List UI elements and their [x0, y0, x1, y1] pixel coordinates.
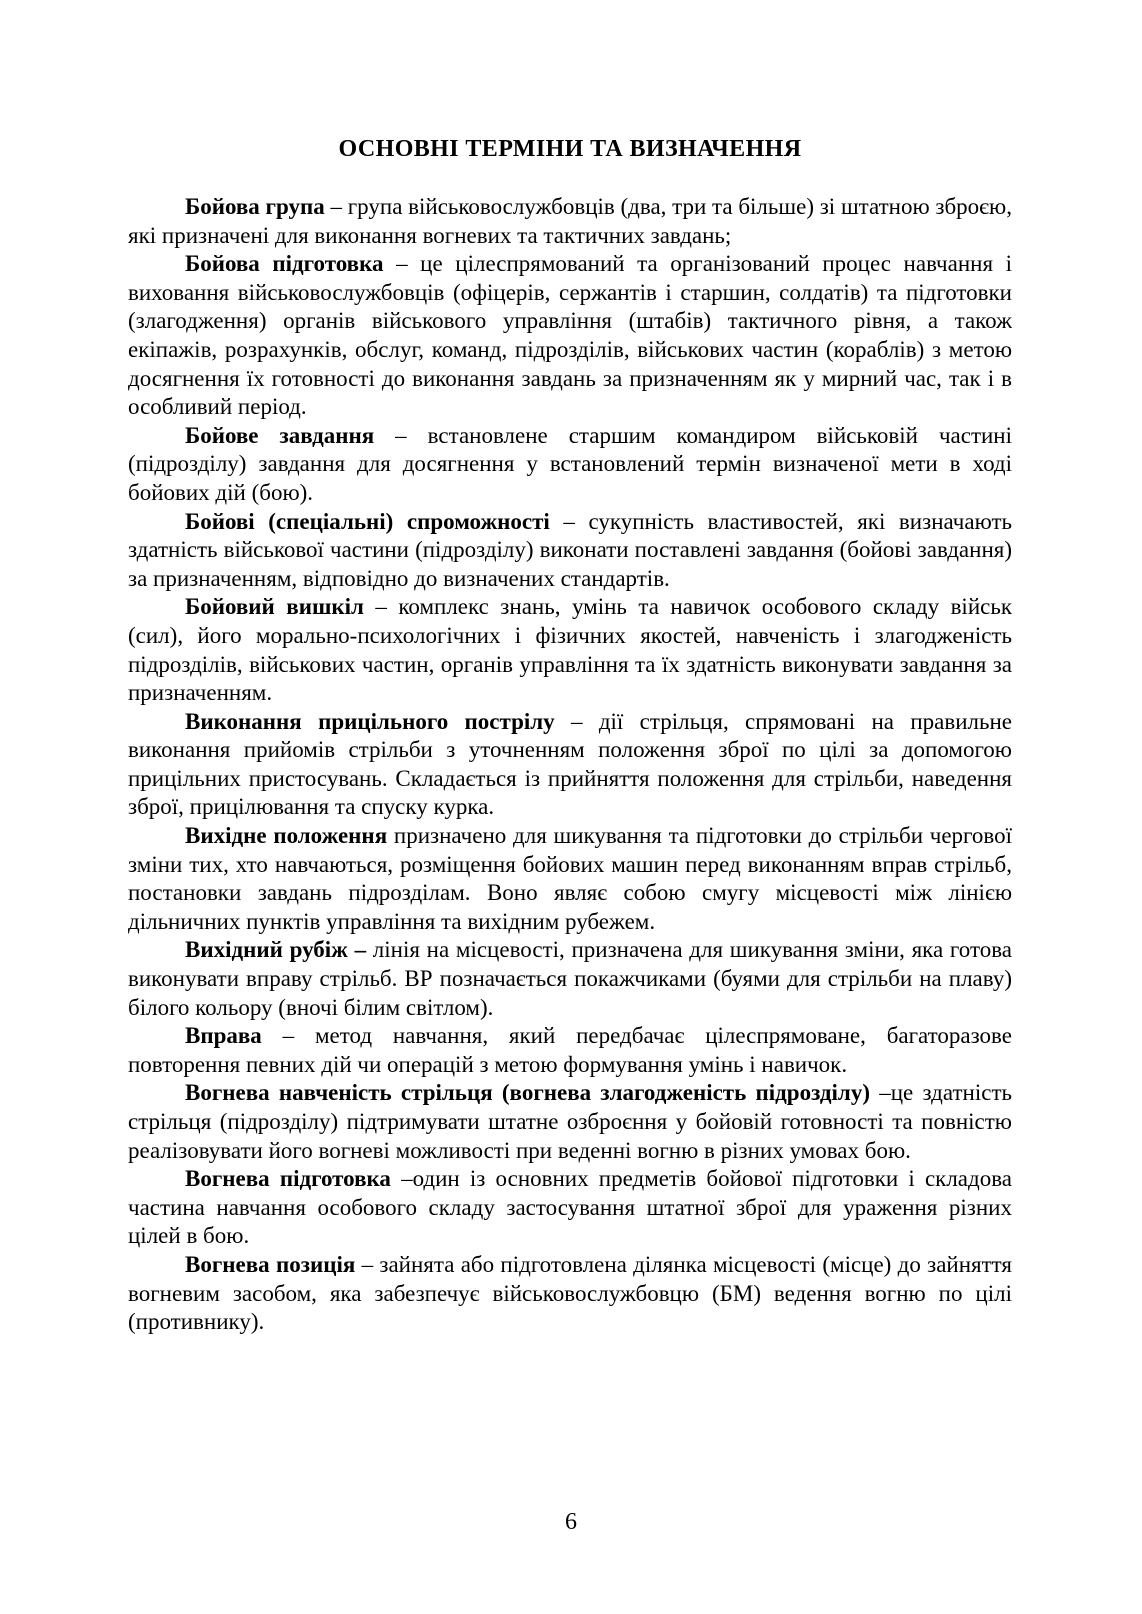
term-bold: Бойовий вишкіл [185, 594, 364, 620]
definition-text: – встановлене старшим командиром військовій частині (підрозділу) завдання для досягнення у встановлений термін визначеної мети в ході бойових дій (бою). [128, 422, 1013, 505]
term-bold: Бойова підготовка [185, 251, 384, 277]
definition-paragraph [128, 508, 1012, 594]
definition-text: –один із основних предметів бойової підготовки і складова частина навчання особового складу застосування штатної зброї для ураження різних цілей в бою. [128, 1166, 1012, 1249]
definition-text: –це здатність стрільця (підрозділу) підтримувати штатне озброєння у бойовій готовності та повністю реалізовувати його вогневі можливості при веденні вогню в різних умовах бою. [128, 1080, 1012, 1163]
definition-paragraph [128, 1251, 1012, 1337]
term-bold: Бойові (спеціальні) спроможності [185, 508, 550, 534]
definition-paragraph [128, 1022, 1012, 1079]
term-bold: Бойове завдання [185, 422, 375, 448]
definition-text: – це цілеспрямований та організований процес навчання і виховання військовослужбовців (офіцерів, сержантів і старшин, солдатів) та підготовки (злагодження) органів військового управління (штабів) тактичного рівня, а також екіпажів, розрахунків, обслуг, команд, підрозділів, військових частин (кораблів) з метою досягнення їх готовності до виконання завдань за призначенням як у мирний час, так і в особливий період. [128, 251, 1013, 420]
definition-paragraph [128, 193, 1012, 250]
definition-paragraph [128, 250, 1012, 422]
definition-paragraph [128, 1079, 1012, 1165]
definition-text: – група військовослужбовців (два, три та більше) зі штатною зброєю, які призначені для виконання вогневих та тактичних завдань; [128, 194, 1012, 248]
definition-text: – дії стрільця, спрямовані на правильне виконання прийомів стрільби з уточненням положення зброї по цілі за допомогою прицільних пристосувань. Складається із прийняття положення для стрільби, наведення зброї, прицілювання та спуску курка. [128, 708, 1012, 820]
term-bold: Вихідний рубіж – [185, 937, 367, 963]
definition-text: – комплекс знань, умінь та навичок особового складу військ (сил), його морально-психологічних і фізичних якостей, навченість і злагодженість підрозділів, військових частин, органів управління та їх здатність виконувати завдання за призначенням. [128, 594, 1013, 706]
definition-paragraph [128, 936, 1012, 1022]
term-bold: Вогнева підготовка [185, 1166, 391, 1192]
definition-paragraph [128, 822, 1012, 936]
definition-text: призначено для шикування та підготовки до стрільби чергової зміни тих, хто навчаються, розміщення бойових машин перед виконанням вправ стрільб, постановки завдань підрозділам. Воно являє собою смугу місцевості між лінією дільничних пунктів управління та вихідним рубежем. [128, 823, 1012, 934]
definition-text: – зайнята або підготовлена ділянка місцевості (місце) до зайняття вогневим засобом, яка забезпечує військовослужбовцю (БМ) ведення вогню по цілі (противнику). [128, 1251, 1012, 1335]
page-number: 6 [565, 1509, 577, 1535]
definition-text: – сукупність властивостей, які визначають здатність військової частини (підрозділу) виконати поставлені завдання (бойові завдання) за призначенням, відповідно до визначених стандартів. [128, 508, 1012, 591]
term-bold: Вогнева навченість стрільця (вогнева злагодженість підрозділу) [185, 1080, 870, 1106]
definition-paragraph [128, 708, 1012, 822]
term-bold: Виконання прицільного пострілу [185, 708, 555, 734]
term-bold: Бойова група [185, 194, 325, 219]
definition-paragraph [128, 1165, 1012, 1251]
definition-text: лінія на місцевості, призначена для шикування зміни, яка готова виконувати вправу стрільб. ВР позначається покажчиками (буями для стрільби на плаву) білого кольору (вночі білим світлом). [128, 937, 1012, 1020]
definition-paragraph [128, 422, 1012, 508]
term-bold: Вогнева позиція [185, 1251, 356, 1277]
definition-text: – метод навчання, який передбачає цілеспрямоване, багаторазове повторення певних дій чи операцій з метою формування умінь і навичок. [128, 1023, 1012, 1077]
term-bold: Вправа [185, 1023, 262, 1049]
page-title: ОСНОВНІ ТЕРМІНИ ТА ВИЗНАЧЕННЯ [338, 136, 802, 162]
definition-paragraph [128, 593, 1012, 707]
term-bold: Вихідне положення [185, 823, 388, 849]
